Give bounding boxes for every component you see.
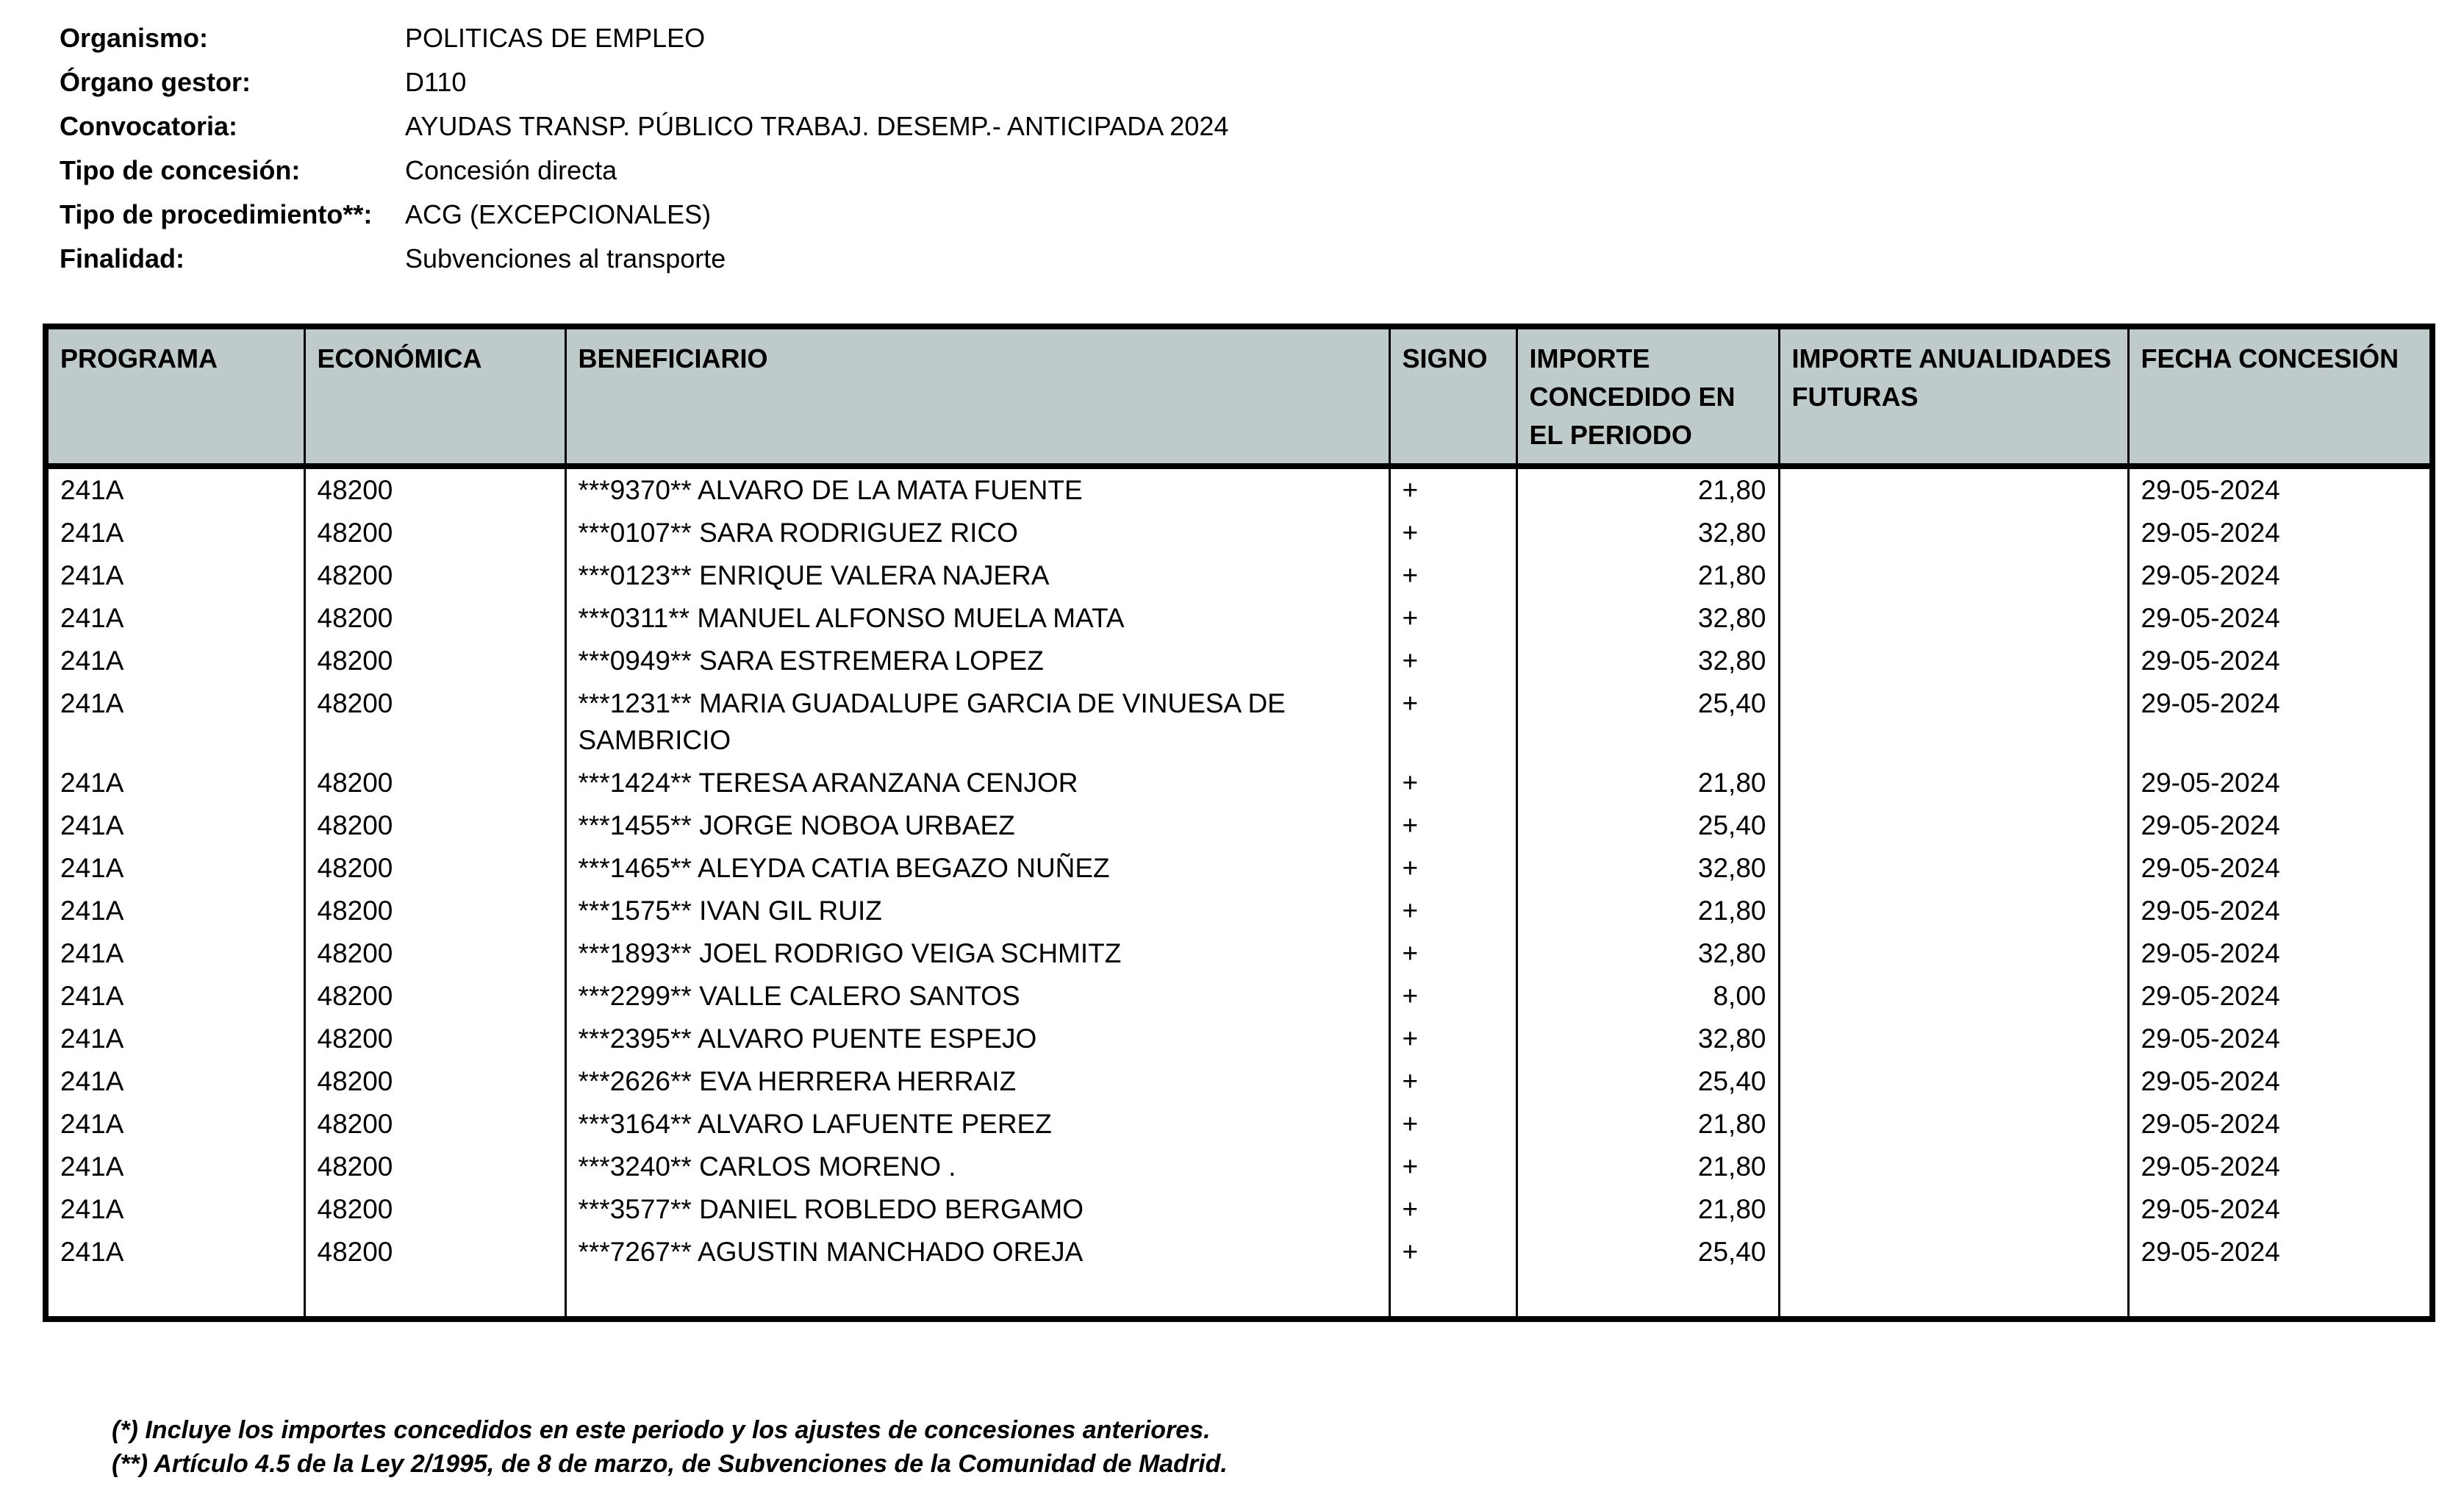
meta-row-tipo-concesion [60, 149, 1228, 193]
cell-importe-anualidades [1779, 682, 2128, 762]
cell-importe-anualidades [1779, 1060, 2128, 1103]
cell-programa: 241A [46, 1060, 304, 1103]
cell-importe-concedido: 21,80 [1516, 1103, 1779, 1146]
cell-signo: + [1389, 554, 1516, 597]
cell-signo: + [1389, 1188, 1516, 1231]
table-body [46, 466, 2432, 1319]
cell-signo: + [1389, 597, 1516, 640]
cell-programa: 241A [46, 1188, 304, 1231]
column-header-programa: PROGRAMA [46, 326, 304, 466]
table-row [46, 847, 2432, 890]
meta-value: ACG (EXCEPCIONALES) [405, 199, 712, 229]
spacer-cell [2128, 1273, 2432, 1319]
cell-beneficiario: ***9370** ALVARO DE LA MATA FUENTE [565, 466, 1389, 512]
cell-importe-anualidades [1779, 1103, 2128, 1146]
cell-beneficiario: ***1231** MARIA GUADALUPE GARCIA DE VINUESA DE SAMBRICIO [565, 682, 1389, 762]
table-row [46, 597, 2432, 640]
table-row [46, 762, 2432, 804]
cell-importe-anualidades [1779, 762, 2128, 804]
cell-economica: 48200 [304, 682, 565, 762]
cell-programa: 241A [46, 804, 304, 847]
cell-beneficiario: ***2299** VALLE CALERO SANTOS [565, 975, 1389, 1018]
cell-beneficiario: ***1424** TERESA ARANZANA CENJOR [565, 762, 1389, 804]
cell-signo: + [1389, 682, 1516, 762]
table-row [46, 466, 2432, 512]
cell-economica: 48200 [304, 890, 565, 932]
table-row [46, 1146, 2432, 1188]
column-header-beneficiario: BENEFICIARIO [565, 326, 1389, 466]
meta-value: D110 [405, 67, 467, 97]
meta-label: Organismo: [60, 23, 209, 53]
cell-beneficiario: ***3577** DANIEL ROBLEDO BERGAMO [565, 1188, 1389, 1231]
cell-programa: 241A [46, 1018, 304, 1060]
cell-signo: + [1389, 1146, 1516, 1188]
cell-importe-concedido: 25,40 [1516, 682, 1779, 762]
cell-fecha-concesion: 29-05-2024 [2128, 1188, 2432, 1231]
cell-beneficiario: ***1465** ALEYDA CATIA BEGAZO NUÑEZ [565, 847, 1389, 890]
cell-programa: 241A [46, 1231, 304, 1273]
table-row [46, 512, 2432, 554]
cell-programa: 241A [46, 597, 304, 640]
cell-programa: 241A [46, 847, 304, 890]
cell-importe-concedido: 21,80 [1516, 466, 1779, 512]
cell-fecha-concesion: 29-05-2024 [2128, 1231, 2432, 1273]
column-header-importe-anualidades: IMPORTE ANUALIDADES FUTURAS [1779, 326, 2128, 466]
table-row [46, 932, 2432, 975]
cell-programa: 241A [46, 640, 304, 682]
cell-beneficiario: ***2395** ALVARO PUENTE ESPEJO [565, 1018, 1389, 1060]
cell-economica: 48200 [304, 1231, 565, 1273]
cell-beneficiario: ***3240** CARLOS MORENO . [565, 1146, 1389, 1188]
cell-importe-anualidades [1779, 466, 2128, 512]
cell-signo: + [1389, 640, 1516, 682]
table-row [46, 554, 2432, 597]
cell-importe-anualidades [1779, 890, 2128, 932]
cell-fecha-concesion: 29-05-2024 [2128, 1103, 2432, 1146]
cell-fecha-concesion: 29-05-2024 [2128, 554, 2432, 597]
cell-importe-anualidades [1779, 512, 2128, 554]
spacer-cell [1389, 1273, 1516, 1319]
cell-importe-concedido: 25,40 [1516, 1060, 1779, 1103]
cell-economica: 48200 [304, 640, 565, 682]
spacer-cell [1516, 1273, 1779, 1319]
cell-economica: 48200 [304, 762, 565, 804]
cell-programa: 241A [46, 512, 304, 554]
cell-beneficiario: ***0311** MANUEL ALFONSO MUELA MATA [565, 597, 1389, 640]
column-header-signo: SIGNO [1389, 326, 1516, 466]
cell-fecha-concesion: 29-05-2024 [2128, 597, 2432, 640]
cell-fecha-concesion: 29-05-2024 [2128, 975, 2432, 1018]
cell-importe-anualidades [1779, 554, 2128, 597]
cell-programa: 241A [46, 554, 304, 597]
cell-importe-anualidades [1779, 597, 2128, 640]
column-header-importe-concedido: IMPORTE CONCEDIDO EN EL PERIODO [1516, 326, 1779, 466]
cell-importe-anualidades [1779, 1018, 2128, 1060]
cell-signo: + [1389, 466, 1516, 512]
cell-programa: 241A [46, 682, 304, 762]
table-row [46, 640, 2432, 682]
cell-fecha-concesion: 29-05-2024 [2128, 466, 2432, 512]
cell-importe-anualidades [1779, 1146, 2128, 1188]
cell-importe-concedido: 32,80 [1516, 1018, 1779, 1060]
cell-programa: 241A [46, 975, 304, 1018]
cell-beneficiario: ***1455** JORGE NOBOA URBAEZ [565, 804, 1389, 847]
cell-beneficiario: ***0123** ENRIQUE VALERA NAJERA [565, 554, 1389, 597]
cell-programa: 241A [46, 1146, 304, 1188]
cell-economica: 48200 [304, 1103, 565, 1146]
cell-importe-concedido: 32,80 [1516, 512, 1779, 554]
cell-signo: + [1389, 975, 1516, 1018]
cell-programa: 241A [46, 890, 304, 932]
footnote-double-asterisk: (**) Artículo 4.5 de la Ley 2/1995, de 8 de marzo, de Subvenciones de la Comunidad de Madrid. [112, 1450, 1228, 1478]
cell-economica: 48200 [304, 1018, 565, 1060]
table-spacer-row [46, 1273, 2432, 1319]
cell-importe-concedido: 21,80 [1516, 1188, 1779, 1231]
cell-economica: 48200 [304, 554, 565, 597]
cell-importe-concedido: 21,80 [1516, 1146, 1779, 1188]
cell-programa: 241A [46, 1103, 304, 1146]
cell-importe-concedido: 8,00 [1516, 975, 1779, 1018]
meta-label: Órgano gestor: [60, 67, 251, 97]
cell-economica: 48200 [304, 1188, 565, 1231]
cell-importe-concedido: 32,80 [1516, 597, 1779, 640]
cell-importe-anualidades [1779, 847, 2128, 890]
spacer-cell [46, 1273, 304, 1319]
cell-fecha-concesion: 29-05-2024 [2128, 1018, 2432, 1060]
cell-beneficiario: ***1575** IVAN GIL RUIZ [565, 890, 1389, 932]
cell-signo: + [1389, 847, 1516, 890]
header-meta [60, 16, 1228, 281]
table-row [46, 890, 2432, 932]
cell-beneficiario: ***0107** SARA RODRIGUEZ RICO [565, 512, 1389, 554]
cell-beneficiario: ***7267** AGUSTIN MANCHADO OREJA [565, 1231, 1389, 1273]
cell-signo: + [1389, 932, 1516, 975]
cell-signo: + [1389, 512, 1516, 554]
cell-beneficiario: ***2626** EVA HERRERA HERRAIZ [565, 1060, 1389, 1103]
cell-importe-concedido: 21,80 [1516, 554, 1779, 597]
cell-fecha-concesion: 29-05-2024 [2128, 890, 2432, 932]
cell-importe-concedido: 21,80 [1516, 762, 1779, 804]
cell-economica: 48200 [304, 1146, 565, 1188]
cell-programa: 241A [46, 932, 304, 975]
cell-importe-concedido: 32,80 [1516, 932, 1779, 975]
table-row [46, 1188, 2432, 1231]
cell-economica: 48200 [304, 466, 565, 512]
cell-importe-concedido: 32,80 [1516, 640, 1779, 682]
cell-fecha-concesion: 29-05-2024 [2128, 932, 2432, 975]
cell-fecha-concesion: 29-05-2024 [2128, 762, 2432, 804]
spacer-cell [304, 1273, 565, 1319]
cell-beneficiario: ***3164** ALVARO LAFUENTE PEREZ [565, 1103, 1389, 1146]
cell-importe-anualidades [1779, 804, 2128, 847]
cell-signo: + [1389, 762, 1516, 804]
cell-importe-concedido: 21,80 [1516, 890, 1779, 932]
table-row [46, 804, 2432, 847]
table-row [46, 1231, 2432, 1273]
cell-importe-concedido: 25,40 [1516, 1231, 1779, 1273]
footnotes [112, 1413, 1228, 1481]
cell-importe-anualidades [1779, 975, 2128, 1018]
table-row [46, 1103, 2432, 1146]
meta-label: Finalidad: [60, 243, 185, 274]
meta-value: POLITICAS DE EMPLEO [405, 23, 706, 53]
column-header-economica: ECONÓMICA [304, 326, 565, 466]
meta-label: Tipo de procedimiento**: [60, 199, 373, 229]
concessions-table [43, 324, 2435, 1322]
meta-row-finalidad [60, 237, 1228, 281]
cell-importe-anualidades [1779, 1231, 2128, 1273]
table-row [46, 682, 2432, 762]
cell-economica: 48200 [304, 597, 565, 640]
cell-signo: + [1389, 1018, 1516, 1060]
cell-fecha-concesion: 29-05-2024 [2128, 1146, 2432, 1188]
cell-economica: 48200 [304, 1060, 565, 1103]
cell-fecha-concesion: 29-05-2024 [2128, 682, 2432, 762]
table-header [46, 326, 2432, 466]
cell-fecha-concesion: 29-05-2024 [2128, 804, 2432, 847]
meta-value: Subvenciones al transporte [405, 243, 726, 274]
cell-signo: + [1389, 1231, 1516, 1273]
cell-fecha-concesion: 29-05-2024 [2128, 847, 2432, 890]
cell-economica: 48200 [304, 804, 565, 847]
cell-importe-anualidades [1779, 1188, 2128, 1231]
cell-importe-concedido: 25,40 [1516, 804, 1779, 847]
cell-economica: 48200 [304, 932, 565, 975]
table-header-row [46, 326, 2432, 466]
cell-economica: 48200 [304, 847, 565, 890]
table-row [46, 1060, 2432, 1103]
meta-label: Convocatoria: [60, 111, 238, 141]
meta-row-organo-gestor [60, 60, 1228, 104]
meta-row-tipo-procedimiento [60, 193, 1228, 237]
footnote-asterisk: (*) Incluye los importes concedidos en este periodo y los ajustes de concesiones anteriores. [112, 1416, 1211, 1444]
spacer-cell [1779, 1273, 2128, 1319]
column-header-fecha-concesion: FECHA CONCESIÓN [2128, 326, 2432, 466]
cell-fecha-concesion: 29-05-2024 [2128, 640, 2432, 682]
meta-label: Tipo de concesión: [60, 155, 301, 185]
cell-importe-anualidades [1779, 640, 2128, 682]
cell-programa: 241A [46, 466, 304, 512]
meta-row-organismo [60, 16, 1228, 60]
cell-importe-anualidades [1779, 932, 2128, 975]
table-row [46, 975, 2432, 1018]
meta-value: AYUDAS TRANSP. PÚBLICO TRABAJ. DESEMP.- ANTICIPADA 2024 [405, 111, 1229, 141]
cell-programa: 241A [46, 762, 304, 804]
cell-importe-concedido: 32,80 [1516, 847, 1779, 890]
cell-economica: 48200 [304, 975, 565, 1018]
cell-signo: + [1389, 890, 1516, 932]
cell-signo: + [1389, 1060, 1516, 1103]
cell-signo: + [1389, 1103, 1516, 1146]
meta-value: Concesión directa [405, 155, 617, 185]
cell-fecha-concesion: 29-05-2024 [2128, 1060, 2432, 1103]
meta-row-convocatoria [60, 104, 1228, 149]
cell-fecha-concesion: 29-05-2024 [2128, 512, 2432, 554]
table-row [46, 1018, 2432, 1060]
spacer-cell [565, 1273, 1389, 1319]
cell-economica: 48200 [304, 512, 565, 554]
cell-signo: + [1389, 804, 1516, 847]
cell-beneficiario: ***0949** SARA ESTREMERA LOPEZ [565, 640, 1389, 682]
cell-beneficiario: ***1893** JOEL RODRIGO VEIGA SCHMITZ [565, 932, 1389, 975]
